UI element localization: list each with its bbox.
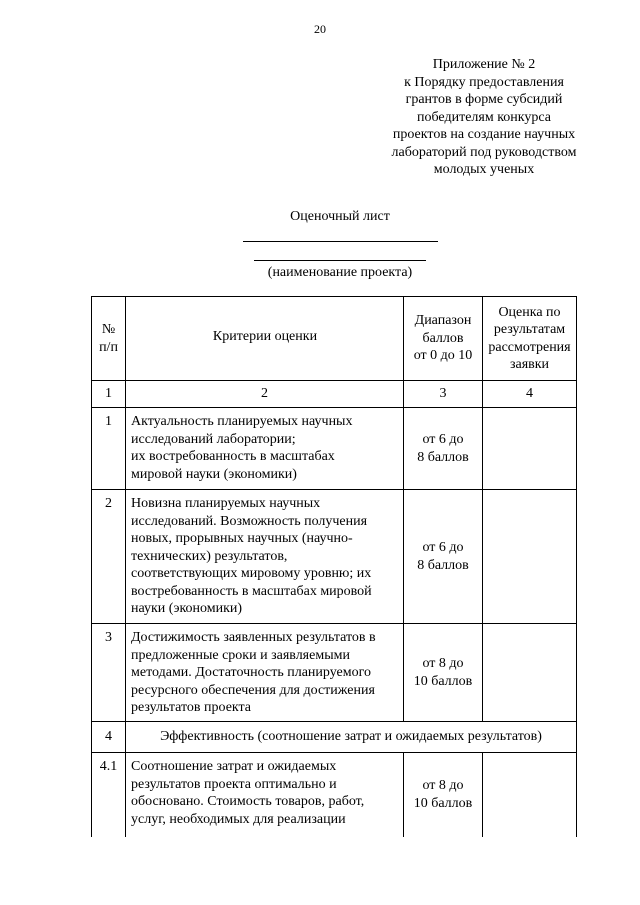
header-score: Оценка по результатам рассмотрения заявки [483, 297, 577, 381]
appendix-line: грантов в форме субсидий [405, 92, 563, 107]
section-row [92, 722, 577, 753]
table-row [92, 408, 577, 490]
row-number: 4.1 [92, 753, 126, 837]
appendix-line: Приложение № 2 [432, 57, 536, 72]
evaluation-table [91, 296, 577, 837]
criteria-cell: Достижимость заявленных результатов в предложенные сроки и заявляемыми методами. Достаточность планируемого ресурсного обеспечения для достижения результатов проекта [126, 624, 404, 722]
row-number: 4 [92, 722, 126, 753]
score-cell [483, 490, 577, 624]
column-index: 3 [404, 381, 483, 408]
score-cell [483, 408, 577, 490]
row-number: 1 [92, 408, 126, 490]
table-row [92, 490, 577, 624]
criteria-cell: Актуальность планируемых научных исследований лаборатории; их востребованность в масштабах мировой науки (экономики) [126, 408, 404, 490]
row-number: 2 [92, 490, 126, 624]
document-title: Оценочный лист [290, 209, 390, 224]
range-cell: от 8 до 10 баллов [404, 624, 483, 722]
section-title: Эффективность (соотношение затрат и ожидаемых результатов) [126, 722, 577, 753]
criteria-cell: Соотношение затрат и ожидаемых результатов проекта оптимально и обосновано. Стоимость товаров, работ, услуг, необходимых для реализации [126, 753, 404, 837]
criteria-cell: Новизна планируемых научных исследований. Возможность получения новых, прорывных научных (научно- технических) результатов, соответствующих мировому уровню; их востребованность в масштабах мировой науки (экономики) [126, 490, 404, 624]
header-num: № п/п [92, 297, 126, 381]
appendix-line: молодых ученых [433, 162, 535, 177]
range-cell: от 8 до 10 баллов [404, 753, 483, 837]
title-block [0, 207, 640, 282]
table-row [92, 624, 577, 722]
appendix-line: лабораторий под руководством [391, 144, 577, 160]
column-index: 1 [92, 381, 126, 408]
appendix-line: победителям конкурса [417, 109, 551, 125]
score-cell [483, 753, 577, 837]
range-cell: от 6 до 8 баллов [404, 490, 483, 624]
column-index: 4 [483, 381, 577, 408]
appendix-line: к Порядку предоставления [404, 74, 564, 90]
table-header-row [92, 297, 577, 381]
range-cell: от 6 до 8 баллов [404, 408, 483, 490]
row-number: 3 [92, 624, 126, 722]
column-index: 2 [126, 381, 404, 408]
project-name-caption: (наименование проекта) [267, 265, 413, 280]
fill-in-line [254, 260, 426, 261]
page-number: 20 [314, 22, 326, 36]
appendix-header [380, 56, 588, 179]
appendix-line: проектов на создание научных [392, 127, 576, 142]
column-index-row [92, 381, 577, 408]
header-criteria: Критерии оценки [126, 297, 404, 381]
table-row [92, 753, 577, 837]
header-range: Диапазон баллов от 0 до 10 [404, 297, 483, 381]
score-cell [483, 624, 577, 722]
fill-in-line [243, 241, 438, 242]
